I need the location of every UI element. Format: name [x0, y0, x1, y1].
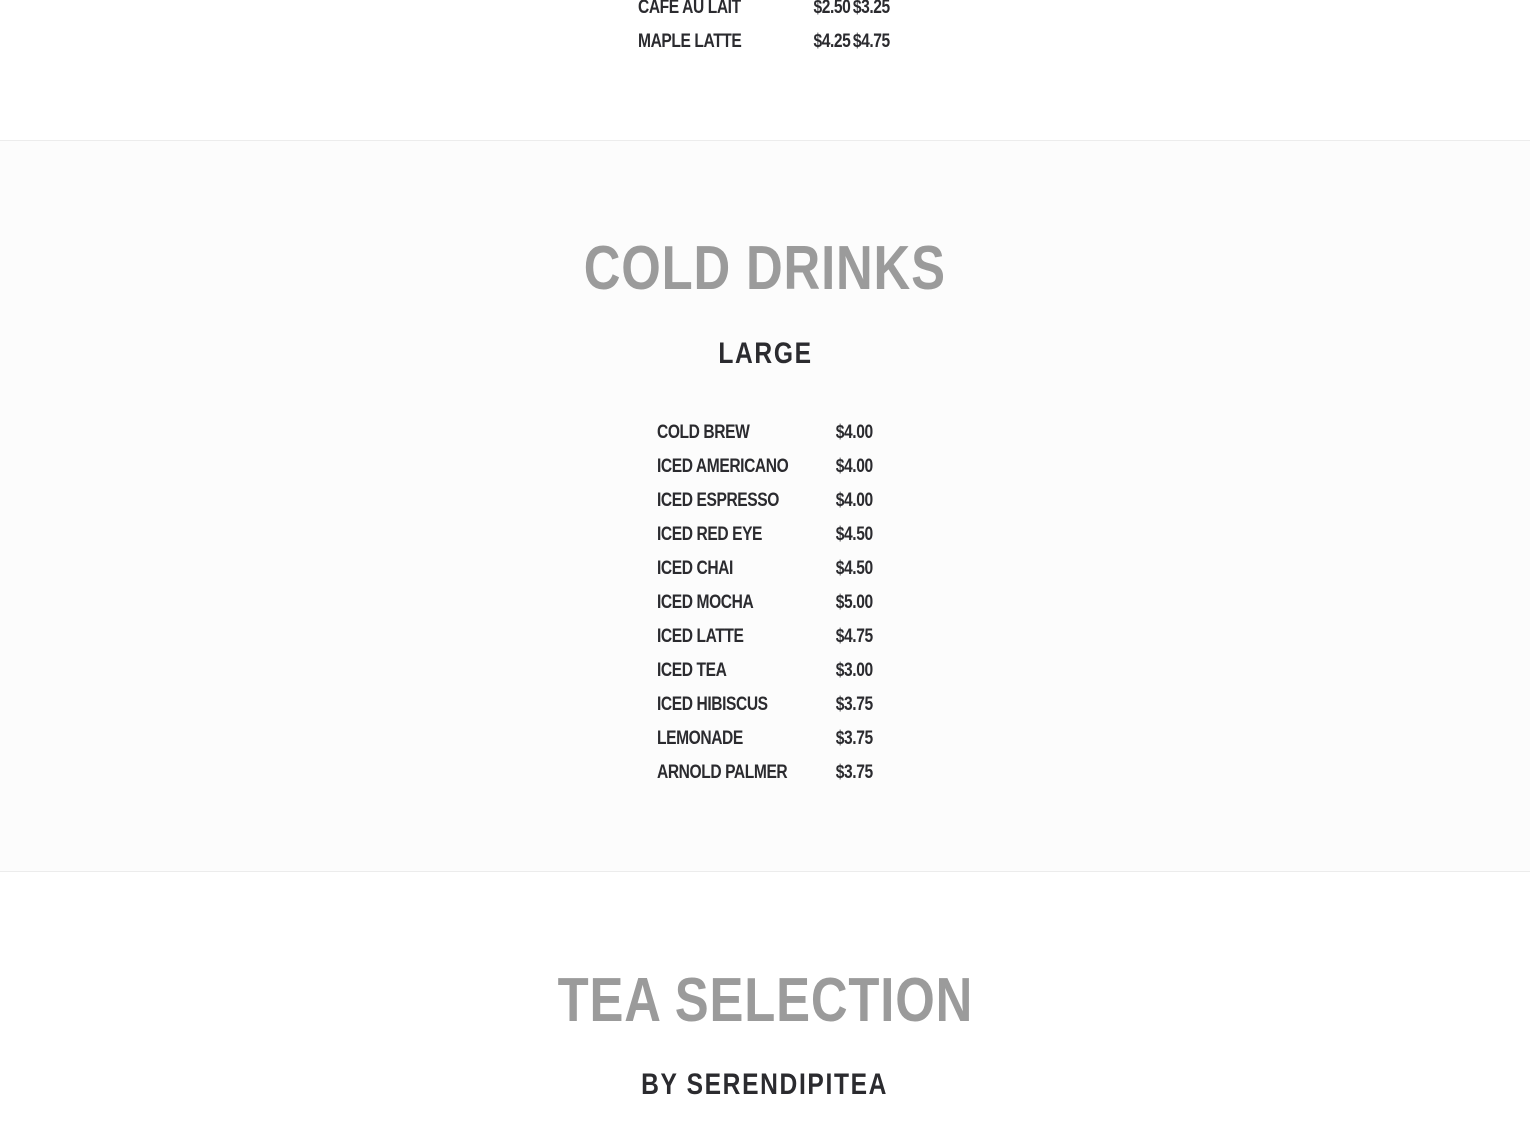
menu-item-name: CAFE AU LAIT — [638, 0, 741, 18]
size-label-text: LARGE — [717, 337, 813, 370]
menu-item-price: $3.75 — [835, 694, 873, 715]
menu-item-price-small: $4.25 — [813, 31, 851, 52]
menu-item-price: $4.00 — [835, 422, 873, 443]
menu-item-name: ICED RED EYE — [657, 524, 763, 545]
menu-item-name: COLD BREW — [657, 422, 750, 443]
section-title — [0, 233, 1530, 304]
menu-item-price: $5.00 — [835, 592, 873, 613]
menu-item-price-large: $3.25 — [852, 0, 890, 18]
menu-item-price: $4.50 — [835, 558, 873, 579]
menu-item-price: $4.75 — [835, 626, 873, 647]
size-label — [0, 337, 1530, 371]
section-title — [0, 965, 1530, 1036]
menu-item-name: ICED MOCHA — [657, 592, 754, 613]
menu-item-price: $4.50 — [835, 524, 873, 545]
menu-item-price-small: $2.50 — [813, 0, 851, 18]
menu-item-price: $3.75 — [835, 728, 873, 749]
tea-selection-title: TEA SELECTION — [557, 966, 973, 1035]
menu-item-name: LEMONADE — [657, 728, 743, 749]
menu-item-name: MAPLE LATTE — [638, 31, 742, 52]
tea-subtitle-text: BY SERENDIPITEA — [641, 1068, 889, 1101]
menu-item-name: ICED LATTE — [657, 626, 744, 647]
tea-selection-section — [0, 872, 1530, 1125]
hot-drinks-section — [0, 0, 1530, 140]
menu-item-name: ARNOLD PALMER — [657, 762, 788, 783]
cold-drinks-section — [0, 141, 1530, 871]
menu-item-name: ICED ESPRESSO — [657, 490, 779, 511]
menu-item-price: $4.00 — [835, 490, 873, 511]
menu-item-price: $4.00 — [835, 456, 873, 477]
menu-item-name: ICED AMERICANO — [657, 456, 789, 477]
menu-item-name: ICED HIBISCUS — [657, 694, 768, 715]
menu-item-name: ICED CHAI — [657, 558, 733, 579]
menu-item-price-large: $4.75 — [852, 31, 890, 52]
tea-subtitle — [0, 1068, 1530, 1102]
menu-item-price: $3.75 — [835, 762, 873, 783]
menu-item-name: ICED TEA — [657, 660, 727, 681]
menu-item-price: $3.00 — [835, 660, 873, 681]
cold-drinks-title: COLD DRINKS — [583, 234, 947, 303]
